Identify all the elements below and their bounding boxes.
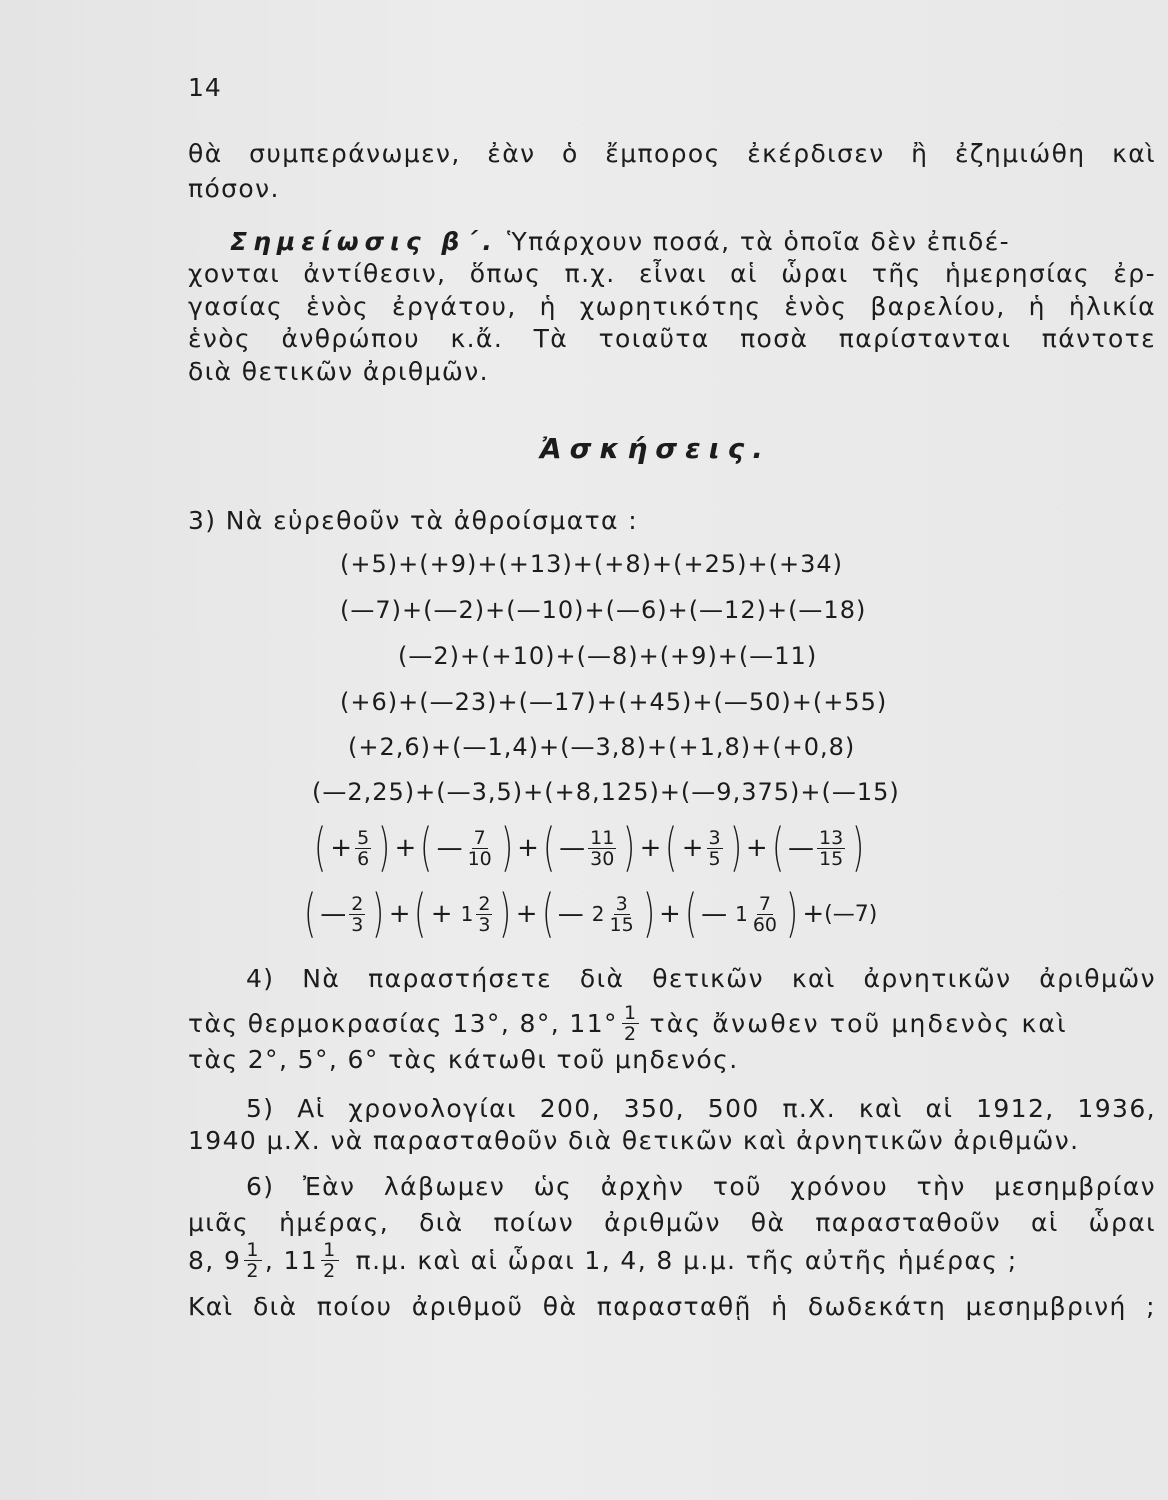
note-line: διὰ θετικῶν ἀριθμῶν.: [188, 357, 489, 386]
sign: —: [557, 899, 584, 929]
plus-sign: +: [659, 899, 681, 929]
sign: —: [436, 833, 463, 863]
fraction: $\frac{11}{30}$: [590, 826, 615, 870]
note-text: Ὑπάρχουν ποσά, τὰ ὁποῖα δὲν ἐπιδέ-: [497, 227, 1011, 256]
paren-close: ): [500, 818, 514, 878]
paren-open: (: [414, 884, 427, 944]
sign: +: [681, 833, 704, 863]
paren-close: ): [786, 884, 799, 944]
paren-open: (: [542, 818, 556, 878]
exercise-text: τὰς ἄνωθεν τοῦ μηδενὸς καὶ: [649, 1008, 1068, 1038]
exercise-line: [188, 1003, 1156, 1044]
exercise-text: 8, 9: [188, 1245, 242, 1275]
fraction: $\frac{1}{2}$: [246, 1239, 260, 1282]
paren-open: (: [541, 884, 554, 944]
expression-row: (—2)+(+10)+(—8)+(+9)+(—11): [398, 642, 818, 670]
paren-open: (: [420, 818, 433, 878]
fraction: $\frac{7}{10}$: [467, 826, 492, 870]
sign: —: [559, 833, 586, 863]
expression-row: (+5)+(+9)+(+13)+(+8)+(+25)+(+34): [340, 550, 843, 578]
exercise-text: τὰς θερμοκρασίας 13°, 8°, 11°: [188, 1008, 618, 1038]
page-number: 14: [188, 73, 222, 102]
fraction: $\frac{3}{5}$: [708, 826, 721, 870]
exercise-line: 1940 μ.Χ. νὰ παρασταθοῦν διὰ θετικῶν καὶ ἀρνητικῶν ἀριθμῶν.: [188, 1126, 1080, 1155]
expression-row: (—7)+(—2)+(—10)+(—6)+(—12)+(—18): [340, 596, 867, 624]
note-line: γασίας ἑνὸς ἐργάτου, ἡ χωρητικότης ἑνὸς βαρελίου, ἡ ἡλικία: [188, 292, 1156, 321]
exercise-intro: 3) Νὰ εὑρεθοῦν τὰ ἀθροίσματα :: [188, 506, 639, 535]
note-line: [230, 225, 1156, 259]
paren-close: ): [642, 884, 655, 944]
fraction: $\frac{1}{2}$: [623, 1002, 638, 1045]
paragraph-line: θὰ συμπεράνωμεν, ἐὰν ὁ ἔμπορος ἐκέρδισεν ἢ ἐζημιώθη καὶ: [188, 139, 1156, 168]
fraction-expression-row: [300, 884, 878, 944]
sign: —: [320, 899, 347, 929]
expression-row: (+2,6)+(—1,4)+(—3,8)+(+1,8)+(+0,8): [348, 733, 856, 761]
paren-close: ): [372, 884, 385, 944]
paren-open: (: [304, 884, 317, 944]
whole-part: 1: [460, 902, 474, 926]
fraction-expression-row: [310, 818, 869, 878]
paragraph-line: πόσον.: [188, 174, 280, 203]
plus-sign: +: [394, 833, 417, 863]
plus-sign: +: [517, 833, 539, 863]
section-heading: Ἀσκήσεις.: [540, 432, 771, 465]
fraction: $\frac{2}{3}$: [351, 892, 364, 936]
whole-part: 2: [591, 902, 605, 926]
fraction: $\frac{7}{60}$: [752, 892, 778, 936]
paren-close: ): [378, 818, 391, 878]
whole-part: 1: [735, 902, 748, 926]
paren-close: ): [499, 884, 512, 944]
exercise-line: τὰς 2°, 5°, 6° τὰς κάτωθι τοῦ μηδενός.: [188, 1045, 739, 1074]
fraction: $\frac{1}{2}$: [323, 1239, 337, 1282]
paren-close: ): [852, 818, 865, 878]
exercise-text: π.μ. καὶ αἱ ὧραι 1, 4, 8 μ.μ. τῆς αὐτῆς ἡμέρας ;: [355, 1245, 1018, 1275]
exercise-line: [188, 1240, 1156, 1281]
note-line: ἑνὸς ἀνθρώπου κ.ἄ. Τὰ τοιαῦτα ποσὰ παρίστανται πάντοτε: [188, 324, 1156, 353]
tail-term: (—7): [824, 901, 878, 927]
exercise-line: μιᾶς ἡμέρας, διὰ ποίων ἀριθμῶν θὰ παρασταθοῦν αἱ ὧραι: [188, 1208, 1156, 1237]
plus-sign: +: [639, 833, 662, 863]
paren-open: (: [684, 884, 698, 944]
exercise-line: 6) Ἐὰν λάβωμεν ὡς ἀρχὴν τοῦ χρόνου τὴν μεσημβρίαν: [246, 1172, 1156, 1201]
sign: +: [330, 833, 353, 863]
fraction: $\frac{13}{15}$: [819, 826, 844, 870]
exercise-line: 4) Νὰ παραστήσετε διὰ θετικῶν καὶ ἀρνητικῶν ἀριθμῶν: [246, 964, 1156, 993]
plus-sign: +: [515, 899, 538, 929]
expression-row: (+6)+(—23)+(—17)+(+45)+(—50)+(+55): [340, 688, 888, 716]
note-line: χονται ἀντίθεσιν, ὅπως π.χ. εἶναι αἱ ὧραι τῆς ἡμερησίας ἐρ-: [188, 259, 1156, 288]
sign: —: [788, 833, 815, 863]
expression-row: (—2,25)+(—3,5)+(+8,125)+(—9,375)+(—15): [312, 778, 900, 806]
paren-open: (: [665, 818, 678, 878]
paren-close: ): [623, 818, 636, 878]
paren-close: ): [729, 818, 742, 878]
sign: —: [701, 899, 728, 929]
sign: +: [430, 899, 453, 929]
plus-sign: +: [388, 899, 411, 929]
fraction: $\frac{2}{3}$: [478, 892, 491, 936]
paren-open: (: [314, 818, 327, 878]
paren-open: (: [771, 818, 784, 878]
fraction: $\frac{3}{15}$: [609, 892, 634, 936]
plus-sign: +: [745, 833, 768, 863]
exercise-text: , 11: [264, 1245, 319, 1275]
exercise-line: 5) Αἱ χρονολογίαι 200, 350, 500 π.Χ. καὶ αἱ 1912, 1936,: [246, 1094, 1156, 1123]
note-label: Σημείωσις β΄.: [230, 227, 498, 256]
plus-sign: +: [802, 899, 825, 929]
exercise-line: Καὶ διὰ ποίου ἀριθμοῦ θὰ παρασταθῇ ἡ δωδεκάτη μεσημβρινή ;: [188, 1292, 1156, 1321]
fraction: $\frac{5}{6}$: [357, 826, 370, 870]
